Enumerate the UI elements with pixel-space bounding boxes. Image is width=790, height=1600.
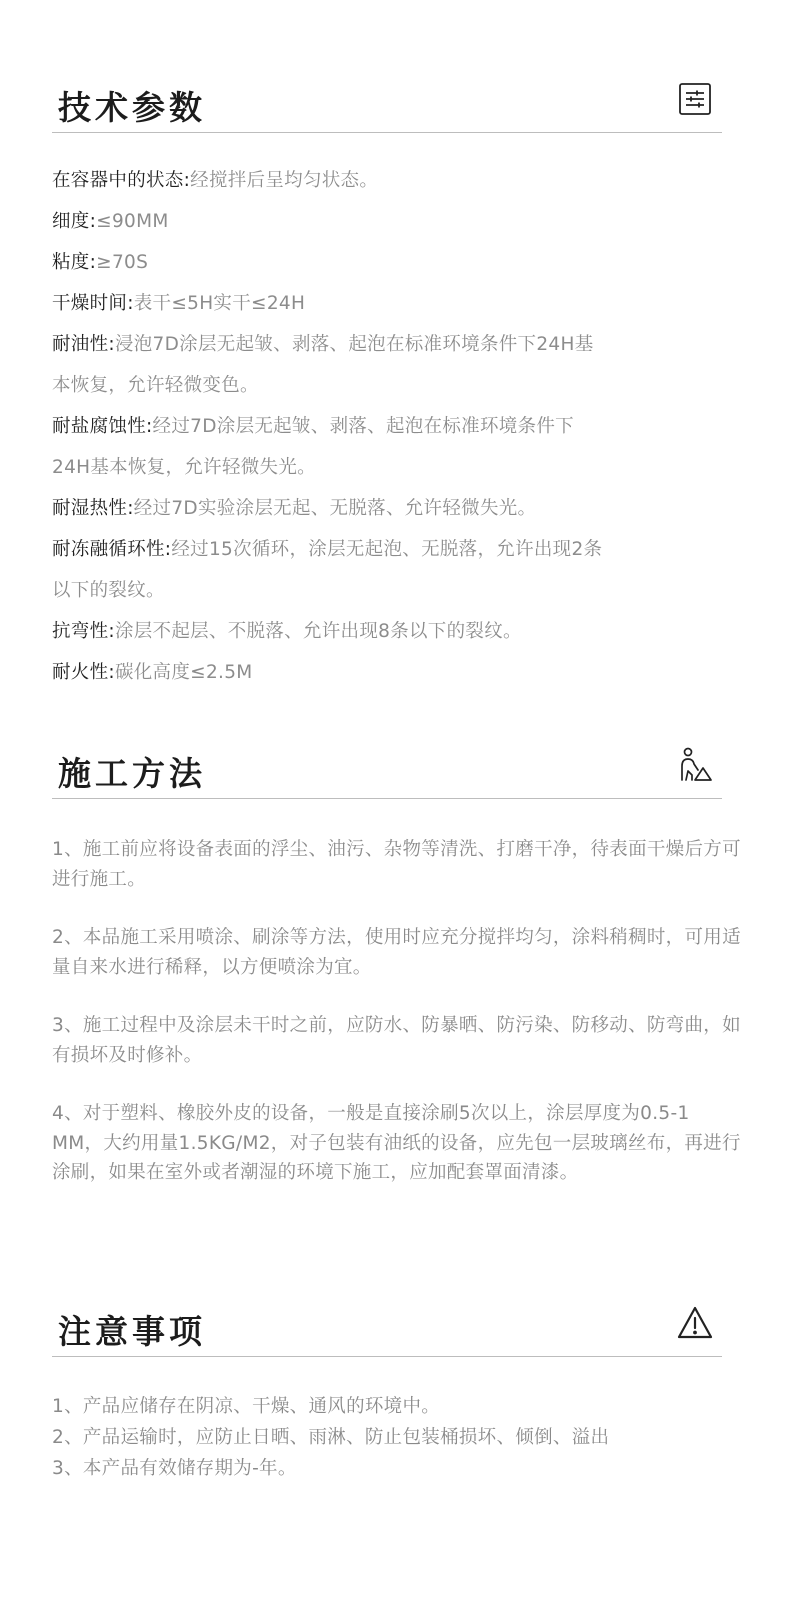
section-title: 技术参数	[58, 88, 206, 127]
param-row	[52, 242, 732, 283]
param-value: 24H基本恢复，允许轻微失光。	[52, 457, 316, 478]
note-item: 3、本产品有效储存期为-年。	[52, 1458, 297, 1479]
param-value: 表干≤5H实干≤24H	[133, 293, 306, 314]
method-steps	[52, 835, 742, 1217]
param-value: 经过7D实验涂层无起、无脱落、允许轻微失光。	[133, 498, 537, 519]
param-row	[52, 529, 732, 570]
method-step: 4、对于塑料、橡胶外皮的设备，一般是直接涂刷5次以上，涂层厚度为0.5-1 MM，大约用量1.5KG/M2，对子包装有油纸的设备，应先包一层玻璃丝布，再进行涂刷，如果在室外或者潮湿的环境下施工，应加配套罩面清漆。	[52, 1103, 741, 1183]
param-row	[52, 283, 732, 324]
param-key: 抗弯性:	[52, 621, 115, 642]
param-value: 经过7D涂层无起皱、剥落、起泡在标准环境条件下	[152, 416, 574, 437]
list-settings-icon	[676, 80, 714, 118]
param-value: 经搅拌后呈均匀状态。	[190, 170, 379, 191]
param-row	[52, 160, 732, 201]
param-key: 干燥时间:	[52, 293, 134, 314]
notes-section	[52, 1300, 722, 1357]
param-row	[52, 365, 732, 406]
param-key: 耐湿热性:	[52, 498, 134, 519]
param-value: 浸泡7D涂层无起皱、剥落、起泡在标准环境条件下24H基	[114, 334, 594, 355]
param-row	[52, 201, 732, 242]
param-value: 本恢复，允许轻微变色。	[52, 375, 259, 396]
param-row	[52, 570, 732, 611]
param-key: 耐盐腐蚀性:	[52, 416, 153, 437]
worker-icon	[676, 746, 714, 784]
note-item: 2、产品运输时，应防止日晒、雨淋、防止包装桶损坏、倾倒、溢出	[52, 1427, 610, 1448]
method-step: 1、施工前应将设备表面的浮尘、油污、杂物等清洗、打磨干净，待表面干燥后方可进行施工。	[52, 839, 741, 890]
param-key: 耐火性:	[52, 662, 115, 683]
note-item: 1、产品应储存在阴凉、干燥、通风的环境中。	[52, 1396, 441, 1417]
notes-list	[52, 1391, 742, 1484]
method-step: 3、施工过程中及涂层未干时之前，应防水、防暴晒、防污染、防移动、防弯曲，如有损坏及时修补。	[52, 1015, 741, 1066]
param-row	[52, 488, 732, 529]
section-title: 注意事项	[58, 1312, 206, 1351]
param-key: 耐油性:	[52, 334, 115, 355]
param-row	[52, 324, 732, 365]
method-step: 2、本品施工采用喷涂、刷涂等方法，使用时应充分搅拌均匀，涂料稍稠时，可用适量自来水进行稀释，以方便喷涂为宜。	[52, 927, 741, 978]
param-value: ≤90MM	[96, 211, 169, 232]
param-value: 经过15次循环，涂层无起泡、无脱落，允许出现2条	[171, 539, 603, 560]
param-key: 耐冻融循环性:	[52, 539, 172, 560]
param-value: 碳化高度≤2.5M	[114, 662, 253, 683]
notes-header	[52, 1300, 722, 1357]
param-row	[52, 611, 732, 652]
tech-params-header	[52, 76, 722, 133]
param-row	[52, 447, 732, 488]
params-list	[52, 160, 732, 693]
param-key: 粘度:	[52, 252, 97, 273]
method-section	[52, 742, 722, 799]
param-row	[52, 406, 732, 447]
tech-params-section	[52, 76, 722, 133]
param-key: 在容器中的状态:	[52, 170, 191, 191]
param-value: 以下的裂纹。	[52, 580, 165, 601]
param-value: ≥70S	[96, 252, 149, 273]
method-header	[52, 742, 722, 799]
section-title: 施工方法	[58, 754, 206, 793]
warning-icon	[676, 1304, 714, 1342]
param-row	[52, 652, 732, 693]
param-key: 细度:	[52, 211, 97, 232]
param-value: 涂层不起层、不脱落、允许出现8条以下的裂纹。	[114, 621, 522, 642]
